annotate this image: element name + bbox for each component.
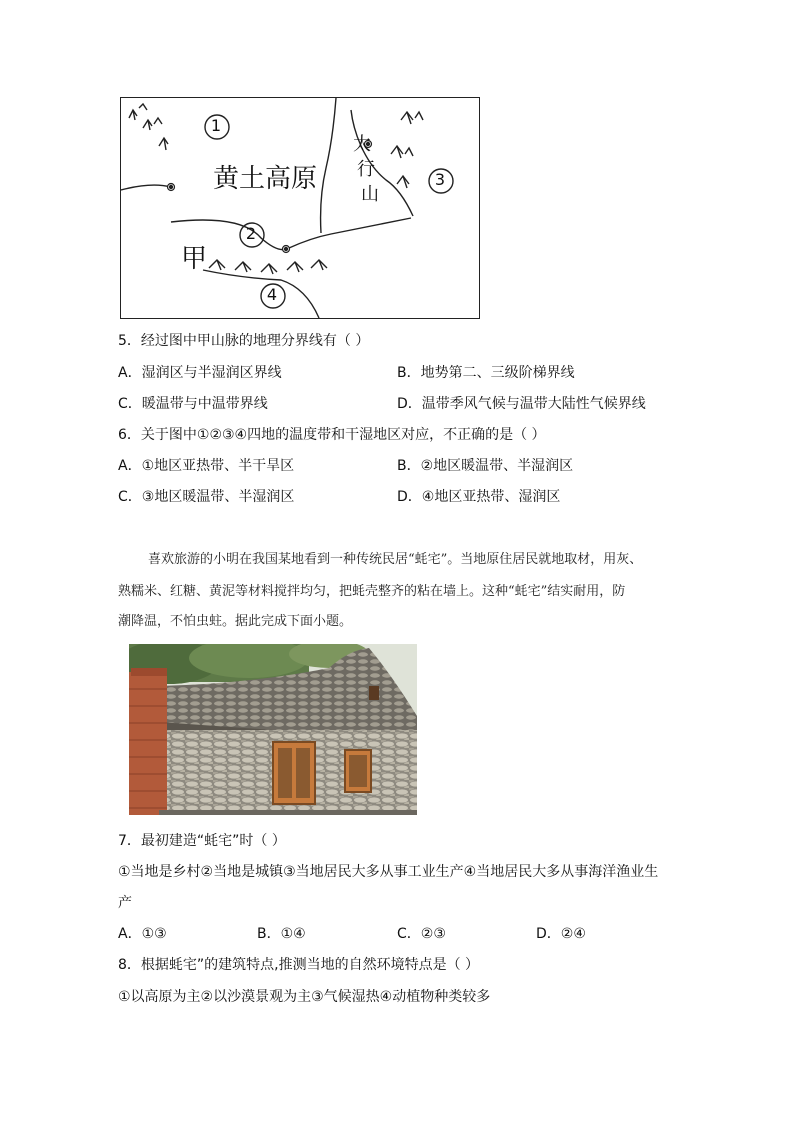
city-point-south-dot [284, 247, 287, 250]
q6-option-a[interactable]: A．①地区亚热带、半干旱区 [118, 458, 295, 474]
plateau-label: 黄土高原 [213, 164, 318, 194]
passage-line-3: 潮降温，不怕虫蛀。据此完成下面小题。 [118, 614, 353, 629]
taihang-label-tai: 太 [353, 134, 371, 155]
passage-line-1: 喜欢旅游的小明在我国某地看到一种传统民居“蚝宅”。当地原住居民就地取材，用灰、 [148, 552, 643, 567]
taihang-label-hang: 行 [357, 159, 375, 180]
q8-statements: ①以高原为主②以沙漠景观为主③气候湿热④动植物种类较多 [118, 989, 491, 1005]
q5-option-a[interactable]: A．湿润区与半湿润区界线 [118, 365, 282, 381]
q5-stem: 5．经过图中甲山脉的地理分界线有（ ） [118, 333, 370, 349]
q6-stem: 6．关于图中①②③④四地的温度带和干湿地区对应，不正确的是（ ） [118, 427, 546, 443]
mountain-symbol-nw-2 [143, 118, 162, 130]
q7-stem: 7．最初建造“蚝宅”时（ ） [118, 833, 286, 849]
mountain-symbol-nw-1 [129, 104, 147, 120]
q5-option-b[interactable]: B．地势第二、三级阶梯界线 [397, 365, 575, 381]
q7-statements-line-2: 产 [118, 895, 132, 911]
jia-label: 甲 [181, 244, 208, 274]
taihang-mountain-symbol-3 [397, 176, 409, 188]
map-figure [120, 97, 480, 319]
jia-mountain-symbol-3 [261, 264, 277, 274]
oyster-house-illustration [129, 644, 417, 815]
northwest-boundary-line [121, 185, 171, 190]
q7-option-b[interactable]: B．①④ [257, 926, 306, 942]
q7-statements-line-1: ①当地是乡村②当地是城镇③当地居民大多从事工业生产④当地居民大多从事海洋渔业生 [118, 864, 659, 880]
q6-option-c[interactable]: C．③地区暖温带、半湿润区 [118, 489, 295, 505]
marker-4-glyph: 4 [266, 285, 278, 304]
marker-3-glyph: 3 [434, 170, 446, 189]
q6-option-b[interactable]: B．②地区暖温带、半湿润区 [397, 458, 574, 474]
jia-mountain-symbol-5 [311, 260, 327, 270]
q5-option-c[interactable]: C．暖温带与中温带界线 [118, 396, 268, 412]
mountain-symbol-nw-3 [159, 138, 168, 150]
taihang-mountain-symbol-2 [391, 146, 413, 158]
passage-line-2: 熟糯米、红糖、黄泥等材料搅拌均匀，把蚝壳整齐的粘在墙上。这种“蚝宅”结实耐用，防 [118, 584, 626, 599]
q6-option-d[interactable]: D．④地区亚热带、湿润区 [397, 489, 561, 505]
q8-stem: 8．根据蚝宅”的建筑特点,推测当地的自然环境特点是（ ） [118, 957, 480, 973]
taihang-mountain-symbol-1 [401, 112, 423, 124]
southern-boundary-line [171, 218, 411, 250]
q7-option-a[interactable]: A．①③ [118, 926, 167, 942]
marker-2-glyph: 2 [245, 224, 257, 243]
map-drawing [121, 98, 481, 320]
jia-mountain-symbol-4 [287, 262, 303, 272]
north-river-line [321, 98, 336, 233]
jia-mountain-symbol-1 [209, 260, 225, 270]
q5-option-d[interactable]: D．温带季风气候与温带大陆性气候界线 [397, 396, 646, 412]
q7-option-d[interactable]: D．②④ [536, 926, 586, 942]
q7-option-c[interactable]: C．②③ [397, 926, 446, 942]
oyster-house-photo [129, 644, 417, 815]
jia-mountain-symbol-2 [235, 262, 251, 272]
marker-1-glyph: 1 [210, 116, 222, 135]
taihang-label-shan: 山 [361, 184, 379, 205]
city-point-west-dot [169, 185, 172, 188]
